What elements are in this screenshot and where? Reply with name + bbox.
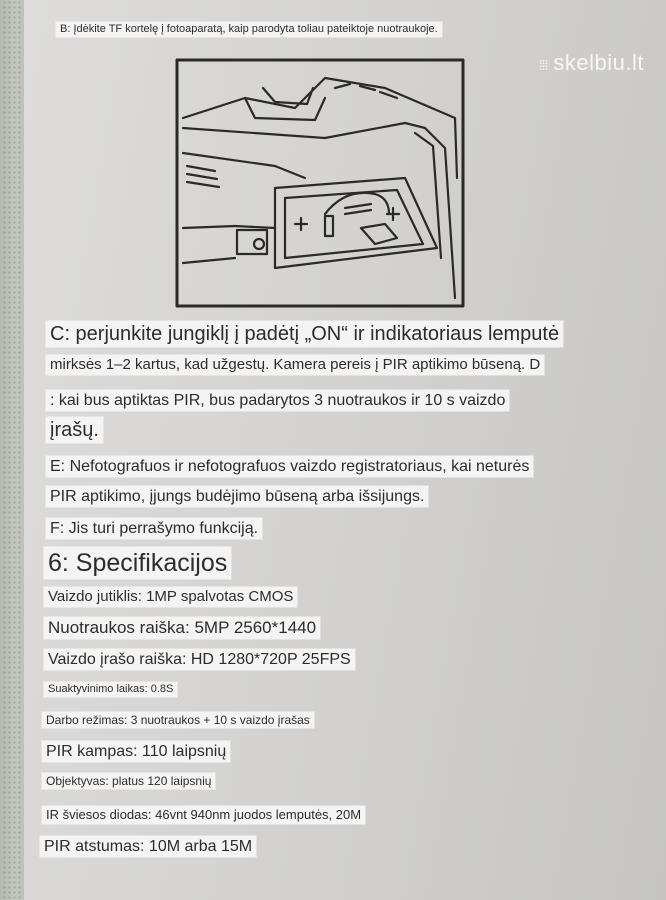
page-edge-strip — [0, 0, 24, 900]
spec-item: Vaizdo jutiklis: 1MP spalvotas CMOS — [44, 587, 297, 607]
spec-item: Suaktyvinimo laikas: 0.8S — [44, 682, 177, 697]
instruction-b: B: Įdėkite TF kortelę į fotoaparatą, kaip parodyta toliau pateiktoje nuotraukoje. — [56, 22, 442, 37]
spec-item: PIR atstumas: 10M arba 15M — [40, 836, 256, 857]
spec-item: Nuotraukos raiška: 5MP 2560*1440 — [44, 617, 320, 639]
instruction-d-line2: įrašų. — [46, 417, 103, 443]
instruction-c-line2: mirksės 1–2 kartus, kad užgestų. Kamera pereis į PIR aptikimo būseną. D — [46, 355, 544, 375]
instruction-f: F: Jis turi perrašymo funkciją. — [46, 518, 262, 539]
specs-heading: 6: Specifikacijos — [44, 547, 231, 579]
watermark-dots-icon: ⁞⁞⁞ — [538, 57, 548, 73]
instruction-d-line1: : kai bus aptiktas PIR, bus padarytos 3 nuotraukos ir 10 s vaizdo — [46, 390, 509, 411]
camera-sd-card-illustration — [175, 58, 465, 308]
instruction-e-line2: PIR aptikimo, įjungs budėjimo būseną arba išsijungs. — [46, 486, 428, 507]
spec-item: Darbo režimas: 3 nuotraukos + 10 s vaizdo įrašas — [42, 712, 314, 728]
instruction-e-line1: E: Nefotografuos ir nefotografuos vaizdo registratoriaus, kai neturės — [46, 456, 533, 477]
spec-item: Vaizdo įrašo raiška: HD 1280*720P 25FPS — [44, 649, 355, 670]
instruction-c-line1: C: perjunkite jungiklį į padėtį „ON“ ir indikatoriaus lemputė — [46, 321, 563, 347]
spec-item: PIR kampas: 110 laipsnių — [42, 741, 230, 762]
spec-item: IR šviesos diodas: 46vnt 940nm juodos lemputės, 20M — [42, 806, 365, 824]
watermark: ⁞⁞⁞ skelbiu.lt — [538, 50, 644, 75]
spec-item: Objektyvas: platus 120 laipsnių — [42, 773, 215, 789]
